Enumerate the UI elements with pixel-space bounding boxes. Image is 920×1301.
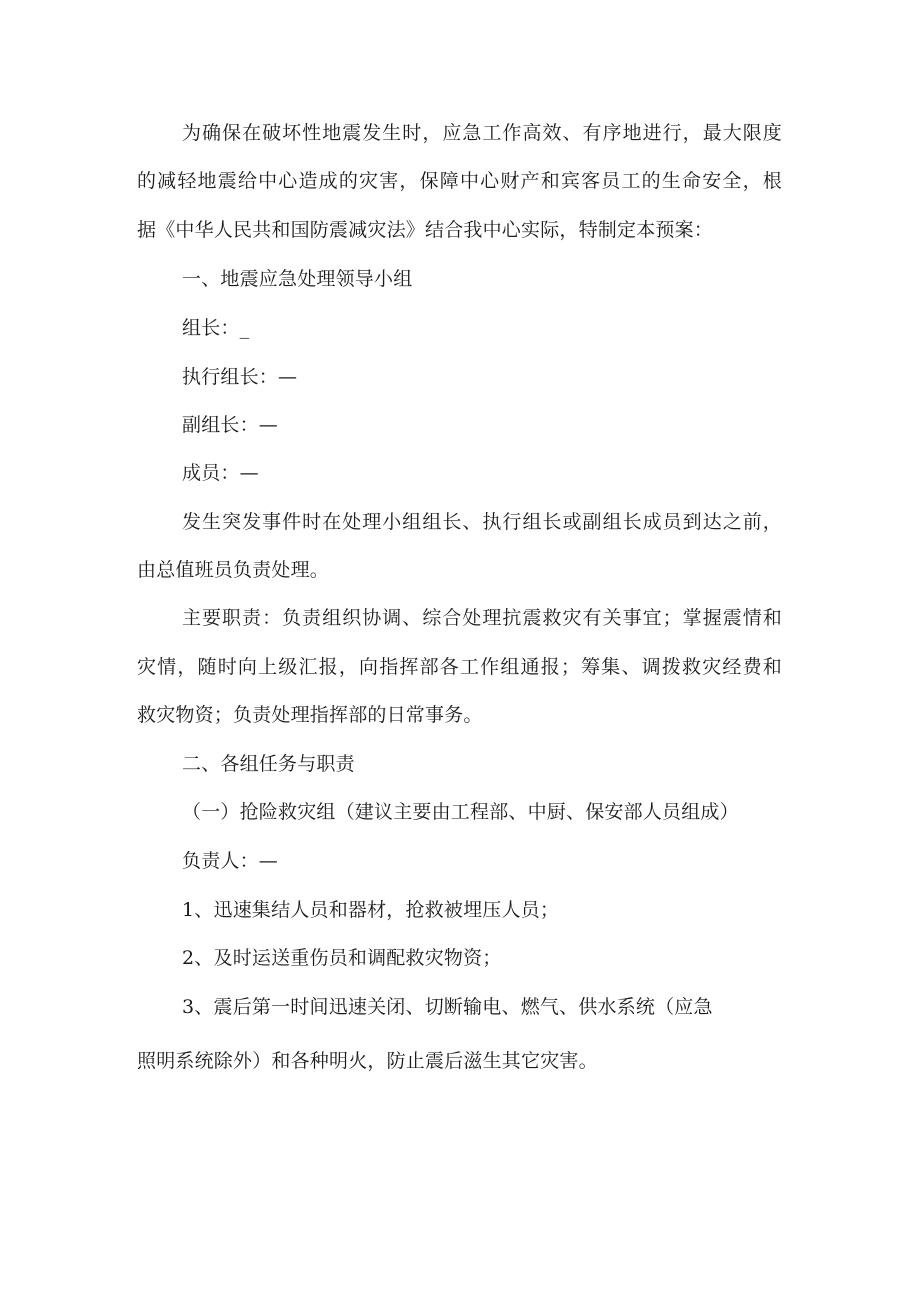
intro-line-2: 的减轻地震给中心造成的灾害，保障中心财产和宾客员工的生命安全，根 bbox=[137, 170, 782, 192]
exec-leader-line: 执行组长：— bbox=[182, 366, 298, 388]
task-2-line: 2、及时运送重伤员和调配救灾物资； bbox=[182, 947, 502, 969]
leader-line: 组长：_ bbox=[182, 317, 250, 339]
emergency-rule-line-2: 由总值班员负责处理。 bbox=[137, 559, 330, 581]
section-1-heading: 一、地震应急处理领导小组 bbox=[182, 268, 413, 290]
task-3-line-2: 照明系统除外）和各种明火，防止震后滋生其它灾害。 bbox=[137, 1050, 598, 1072]
deputy-leader-line: 副组长：— bbox=[182, 414, 279, 436]
main-duties-line-3: 救灾物资；负责处理指挥部的日常事务。 bbox=[137, 704, 483, 726]
main-duties-line-2: 灾情，随时向上级汇报，向指挥部各工作组通报；筹集、调拨救灾经费和 bbox=[137, 656, 782, 678]
intro-line-1: 为确保在破坏性地震发生时，应急工作高效、有序地进行，最大限度 bbox=[182, 122, 782, 144]
task-3-line-1: 3、震后第一时间迅速关闭、切断输电、燃气、供水系统（应急 bbox=[182, 996, 713, 1018]
rescue-group-heading: （一）抢险救灾组（建议主要由工程部、中厨、保安部人员组成） bbox=[182, 801, 739, 823]
emergency-rule-line-1: 发生突发事件时在处理小组组长、执行组长或副组长成员到达之前， bbox=[182, 511, 782, 533]
section-2-heading: 二、各组任务与职责 bbox=[182, 753, 355, 775]
intro-line-3: 据《中华人民共和国防震减灾法》结合我中心实际，特制定本预案： bbox=[137, 219, 714, 241]
rescue-group-owner: 负责人：— bbox=[182, 850, 279, 872]
members-line: 成员：— bbox=[182, 462, 259, 484]
task-1-line: 1、迅速集结人员和器材，抢救被埋压人员； bbox=[182, 899, 560, 921]
main-duties-line-1: 主要职责：负责组织协调、综合处理抗震救灾有关事宜；掌握震情和 bbox=[182, 607, 782, 629]
